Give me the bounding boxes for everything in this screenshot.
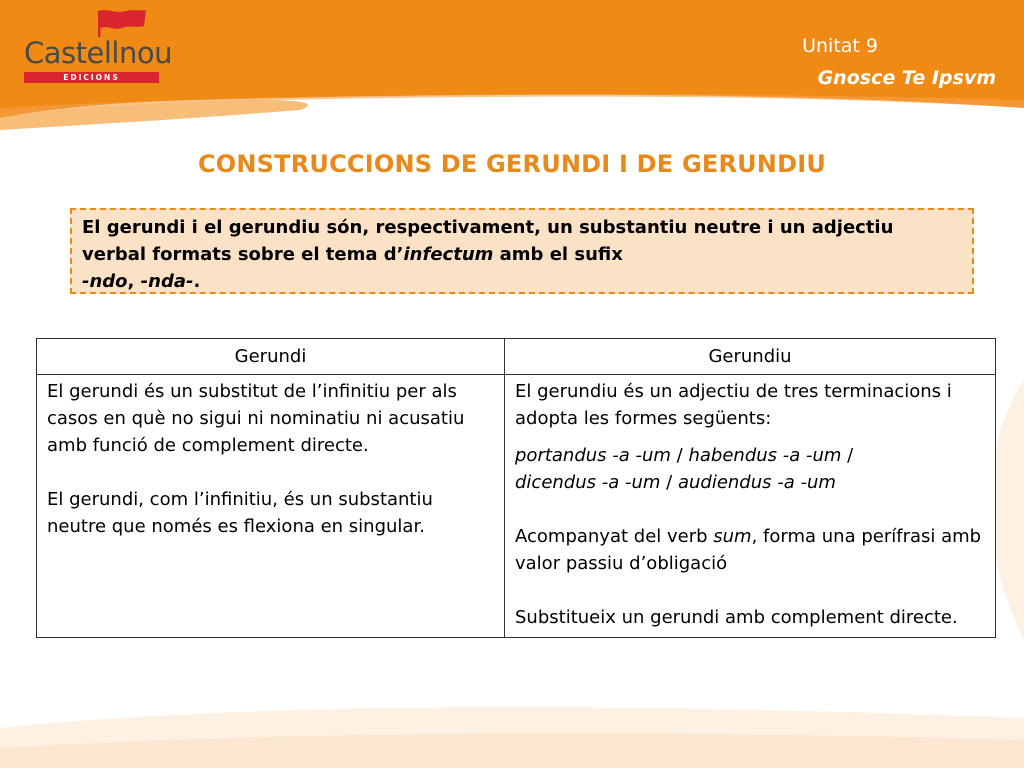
form-sep-1: / — [670, 445, 689, 466]
gerundi-paragraph-1: El gerundi és un substitut de l’infinitiu per als casos en què no sigui ni nominatiu ni acusatiu amb funció de complement directe. — [47, 381, 465, 456]
form-habendus: habendus -a -um — [688, 445, 842, 466]
logo-subtitle: EDICIONS — [24, 72, 159, 83]
gerundi-paragraph-2: El gerundi, com l’infinitiu, és un substantiu neutre que només es flexiona en singular. — [47, 489, 433, 537]
form-dicendus: dicendus -a -um — [515, 472, 661, 493]
gerundiu-forms — [515, 442, 985, 496]
definition-end: . — [193, 271, 201, 292]
header-gerundi: Gerundi — [37, 339, 505, 375]
definition-text-2: amb el sufix — [493, 244, 623, 265]
definition-text-1: El gerundi i el gerundiu són, respectivament, un substantiu neutre i un adjectiu verbal formats sobre el tema d’ — [82, 217, 894, 265]
definition-suffix-2: -nda- — [140, 271, 194, 292]
table-row — [37, 375, 996, 638]
form-audiendus: audiendus -a -um — [677, 472, 836, 493]
definition-term: infectum — [403, 244, 494, 265]
comparison-table — [36, 338, 996, 638]
definition-box — [70, 208, 974, 294]
gerundiu-p3-b: , forma una perífrasi amb valor passiu d’obligació — [515, 526, 982, 574]
table-header-row — [37, 339, 996, 375]
gerundiu-paragraph-3 — [515, 523, 985, 577]
header-gerundiu: Gerundiu — [505, 339, 996, 375]
unit-label: Unitat 9 — [802, 35, 878, 57]
gerundiu-p3-term: sum — [713, 526, 752, 547]
form-sep-3: / — [660, 472, 678, 493]
form-portandus: portandus -a -um — [515, 445, 671, 466]
page-title: CONSTRUCCIONS DE GERUNDI I DE GERUNDIU — [197, 150, 827, 178]
gerundiu-paragraph-1: El gerundiu és un adjectiu de tres terminacions i adopta les formes següents: — [515, 381, 952, 429]
gerundiu-cell — [505, 375, 996, 638]
flag-icon — [22, 8, 162, 38]
definition-sep: , — [127, 271, 141, 292]
gerundi-cell — [37, 375, 505, 638]
castellnou-logo — [22, 8, 172, 82]
gerundiu-paragraph-4: Substitueix un gerundi amb complement directe. — [515, 607, 958, 628]
logo-name: Castellnou — [24, 36, 172, 70]
definition-suffix-1: -ndo — [82, 271, 128, 292]
form-sep-2: / — [841, 445, 854, 466]
unit-subtitle: Gnosce Te Ipsvm — [817, 67, 996, 89]
unit-info — [802, 30, 996, 94]
bottom-wave-decoration — [0, 668, 1024, 768]
gerundiu-p3-a: Acompanyat del verb — [515, 526, 714, 547]
